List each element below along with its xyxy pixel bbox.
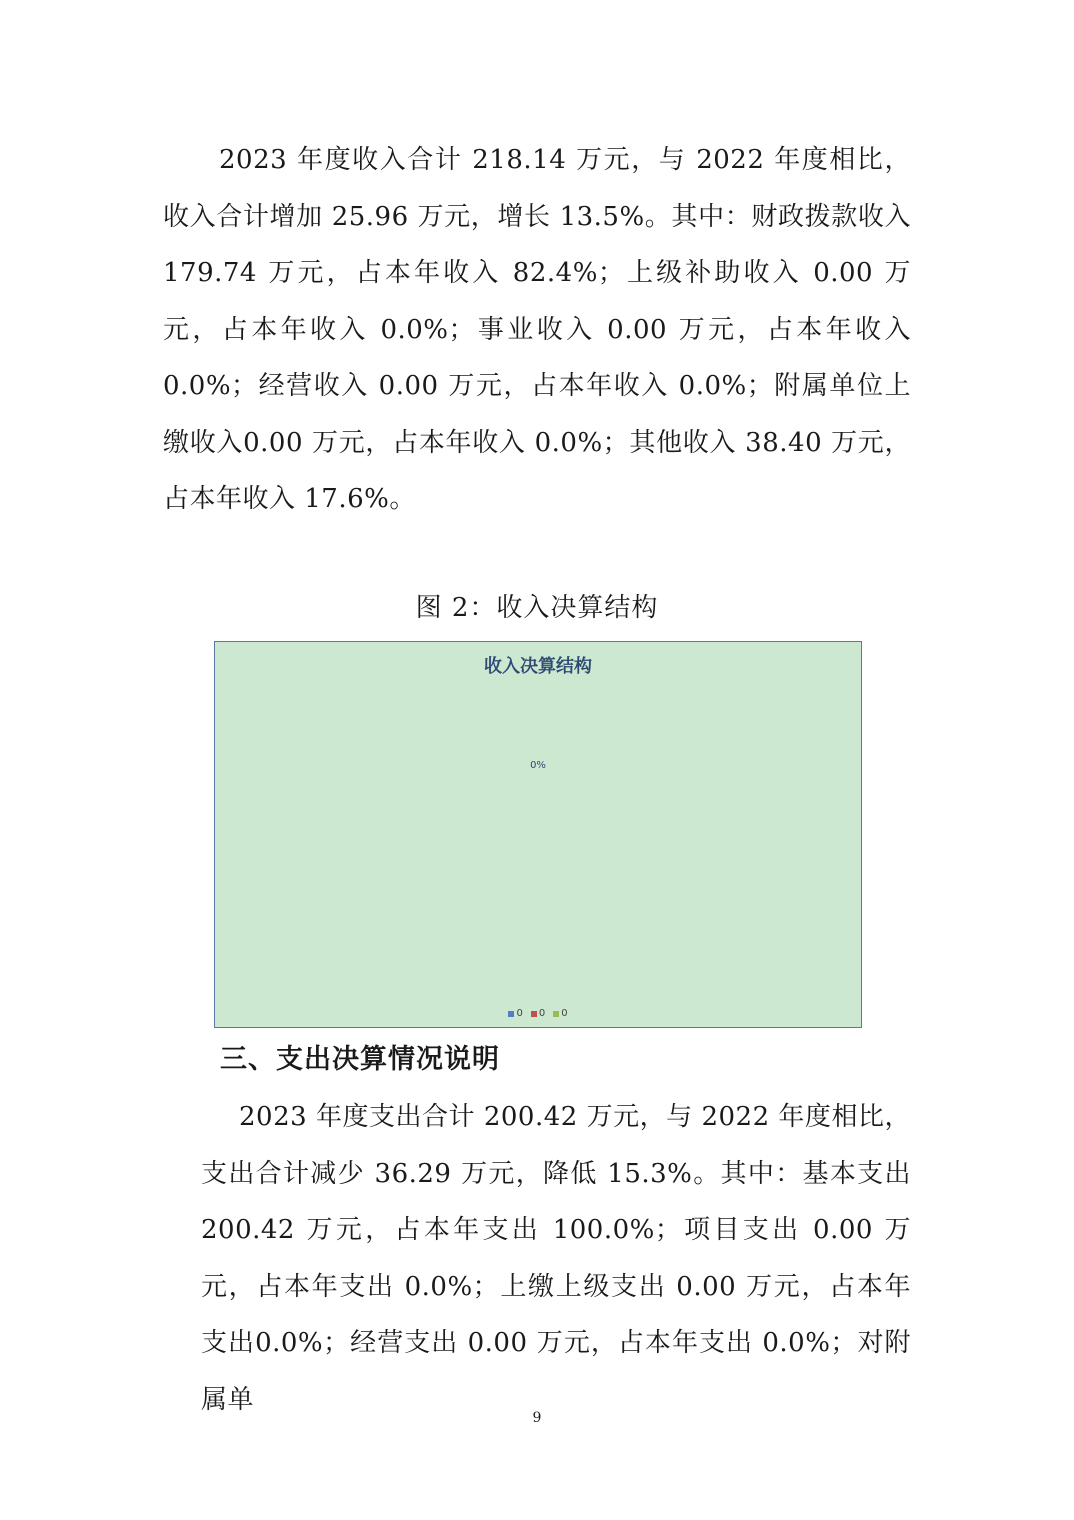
figure-caption: 图 2：收入决算结构	[415, 593, 659, 623]
expense-paragraph: 2023 年度支出合计 200.42 万元，与 2022 年度相比，支出合计减少 36.29 万元，降低 15.3%。其中：基本支出200.42 万元，占本年支出 100.0%；项目支出 0.00 万元，占本年支出 0.0%；上缴上级支出 0.00 万元，占本年支出0.0%；经营支出 0.00 万元，占本年支出 0.0%；对附属单	[201, 1102, 911, 1415]
chart-legend	[215, 1008, 861, 1019]
legend-item	[553, 1008, 567, 1019]
income-structure-chart	[214, 641, 862, 1028]
legend-item	[508, 1008, 522, 1019]
legend-label: 0	[561, 1008, 568, 1019]
page-number: 9	[532, 1410, 542, 1426]
legend-swatch-red	[531, 1011, 537, 1017]
pie-data-label: 0%	[530, 760, 546, 771]
legend-swatch-blue	[508, 1011, 514, 1017]
section-heading: 三、支出决算情况说明	[220, 1044, 500, 1075]
legend-label: 0	[538, 1008, 546, 1019]
income-paragraph: 2023 年度收入合计 218.14 万元，与 2022 年度相比，收入合计增加 25.96 万元，增长 13.5%。其中：财政拨款收入179.74 万元，占本年收入 82.4%；上级补助收入 0.00 万元，占本年收入 0.0%；事业收入 0.00 万元，占本年收入 0.0%；经营收入 0.00 万元，占本年收入 0.0%；附属单位上缴收入0.00 万元，占本年收入 0.0%；其他收入 38.40 万元，占本年收入 17.6%。	[163, 145, 911, 514]
legend-label: 0	[516, 1008, 523, 1019]
legend-item	[531, 1008, 545, 1019]
chart-title: 收入决算结构	[484, 656, 592, 677]
legend-swatch-green	[553, 1011, 559, 1017]
